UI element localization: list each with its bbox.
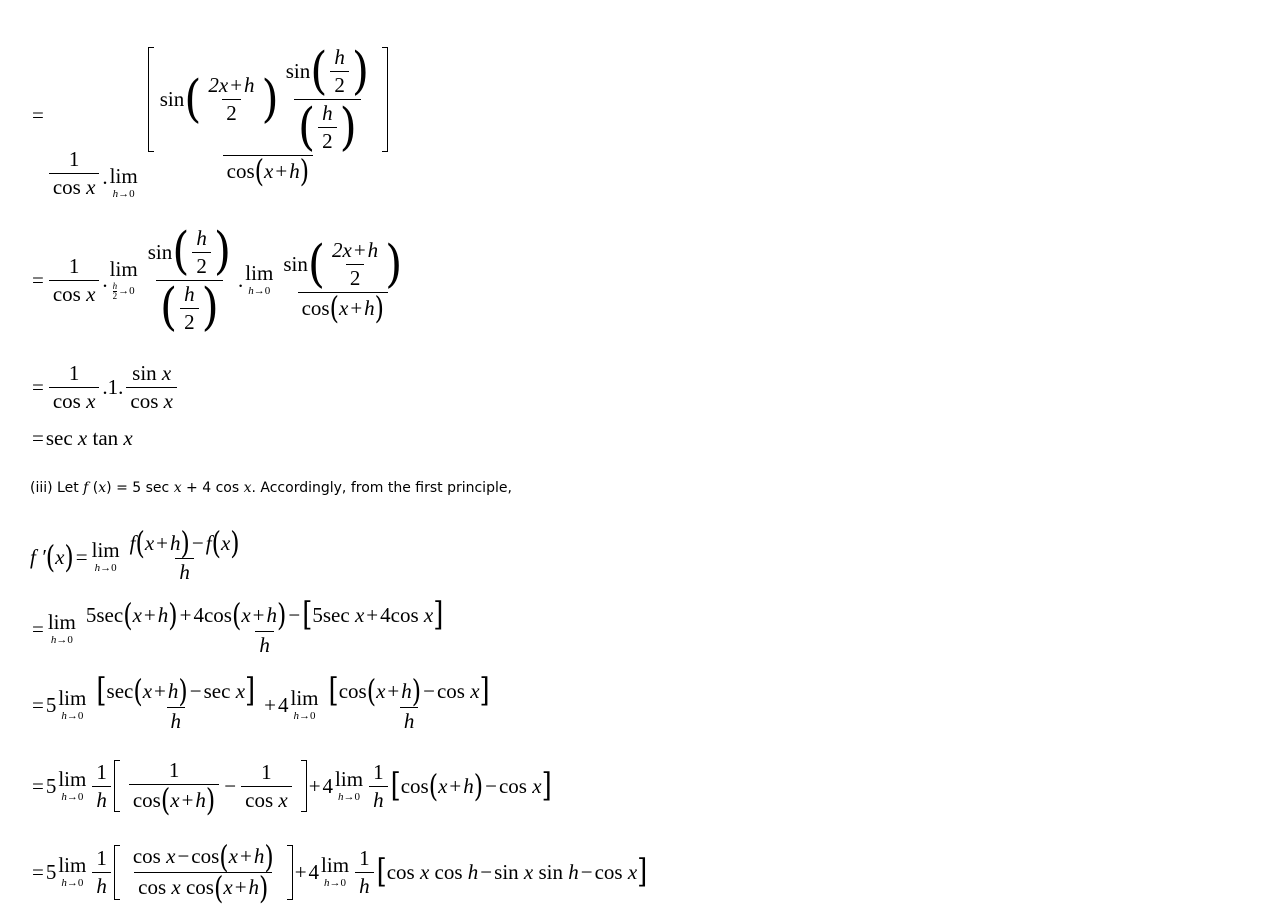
math-symbol: = [75, 544, 88, 569]
math-symbol: 5 [45, 859, 57, 884]
math-symbol: cos [594, 859, 623, 884]
math-symbol: = [32, 773, 44, 798]
math-symbol: ( [184, 69, 202, 129]
equation-line-7 [30, 672, 497, 738]
math-symbol: x [523, 859, 534, 884]
math-symbol: ( [160, 781, 171, 819]
math-symbol: cos [132, 787, 161, 812]
math-symbol: h [568, 859, 579, 884]
math-symbol: 1 [359, 845, 370, 870]
math-symbol: [ [376, 853, 387, 891]
math-symbol: x [223, 875, 233, 899]
math-symbol: cos [338, 678, 367, 703]
math-symbol: ) [230, 524, 240, 562]
math-symbol: − [224, 773, 237, 798]
math-symbol: ( [213, 869, 224, 906]
math-symbol: 5 [45, 692, 57, 717]
math-symbol: ( [366, 672, 377, 710]
math-symbol: 4 [322, 773, 334, 798]
math-symbol: x [123, 425, 133, 450]
math-symbol: x [338, 295, 349, 320]
math-symbol: sin [538, 859, 563, 884]
math-symbol: 1 [68, 253, 80, 278]
math-symbol: h [400, 707, 419, 732]
math-symbol: 0 [67, 634, 73, 646]
math-symbol: ) [259, 869, 269, 906]
math-symbol: x [132, 602, 142, 627]
math-symbol: → [299, 710, 311, 722]
math-symbol: x [220, 530, 231, 555]
math-symbol: ) [180, 524, 190, 562]
math-symbol: ( [428, 767, 439, 805]
math-symbol: h [255, 631, 274, 656]
math-symbol: x [55, 544, 65, 569]
math-symbol: lim [109, 257, 138, 281]
math-symbol: 2 [112, 291, 118, 301]
math-symbol: 2 [346, 264, 365, 289]
math-symbol: + 4 cos [181, 480, 244, 496]
math-symbol: ) [473, 767, 484, 805]
math-symbol: [ [96, 672, 107, 710]
math-symbol: ( [135, 524, 145, 562]
math-symbol: − [580, 859, 593, 884]
math-symbol: → [329, 877, 341, 889]
math-symbol: h [195, 787, 206, 812]
math-symbol: ( [88, 480, 99, 496]
math-symbol: h [463, 773, 474, 798]
math-symbol: ] [433, 596, 444, 634]
math-symbol: x [532, 773, 542, 798]
math-symbol: cos [400, 773, 429, 798]
math-symbol: ) = 5 sec [106, 480, 174, 496]
math-symbol: h [170, 530, 181, 555]
math-symbol: [ [328, 672, 339, 710]
fraction [49, 149, 100, 198]
math-symbol: 5 [312, 602, 323, 627]
math-symbol: 0 [129, 285, 135, 297]
math-symbol: + [230, 73, 243, 97]
math-symbol: cos [52, 388, 81, 413]
math-symbol: ) [178, 672, 188, 710]
math-symbol: ) [64, 538, 74, 576]
math-symbol: cos [138, 875, 167, 899]
math-symbol: x [171, 875, 181, 899]
math-symbol: + [294, 859, 307, 884]
math-symbol: x [86, 175, 96, 199]
big-fraction [144, 41, 392, 190]
math-symbol: h [355, 872, 374, 897]
math-symbol: h [467, 859, 479, 884]
math-symbol: → [56, 634, 68, 646]
math-symbol: lim [58, 767, 87, 791]
math-symbol: ( [172, 222, 190, 281]
math-symbol: − [480, 859, 493, 884]
math-symbol: h [369, 786, 388, 811]
math-symbol: 0 [310, 710, 316, 722]
math-symbol: ) [277, 596, 287, 634]
math-symbol: x [423, 602, 434, 627]
math-symbol: ) [213, 222, 232, 281]
math-symbol: 0 [111, 562, 117, 574]
limit-operator [110, 166, 138, 200]
math-symbol: cos [434, 859, 463, 884]
math-symbol: ) [385, 234, 403, 294]
math-symbol: + [252, 602, 265, 627]
math-symbol: 1 [373, 759, 384, 784]
math-symbol: sin [132, 360, 157, 385]
math-symbol: h [324, 877, 330, 889]
math-symbol: h [167, 678, 179, 703]
math-symbol: → [66, 877, 78, 889]
math-symbol: h [94, 562, 101, 574]
math-symbol: 2 [222, 99, 241, 124]
math-symbol: 4 [278, 692, 289, 717]
math-symbol: h [266, 602, 277, 627]
math-symbol: x [627, 859, 638, 884]
math-symbol: = [32, 616, 44, 641]
math-symbol: h [253, 844, 265, 868]
equation-line-5 [30, 524, 247, 586]
math-symbol: ) [411, 672, 422, 710]
math-symbol: ( [254, 152, 265, 190]
math-symbol: ( [219, 838, 229, 875]
math-symbol: = [32, 692, 44, 717]
math-symbol: 0 [77, 710, 84, 722]
math-symbol: ( [231, 596, 242, 634]
math-symbol: sin [494, 859, 519, 884]
math-symbol: 0 [264, 285, 271, 297]
math-symbol: sin [159, 87, 185, 111]
math-symbol: h [248, 875, 260, 899]
math-symbol: x [470, 678, 480, 703]
math-symbol: x [235, 678, 246, 703]
math-symbol: + [353, 238, 366, 262]
math-symbol: h [61, 877, 67, 889]
math-symbol: cos [498, 773, 527, 798]
math-symbol: cos [386, 859, 415, 884]
math-symbol: → [66, 791, 78, 803]
math-symbol: + [350, 295, 363, 320]
big-bracket [114, 758, 307, 819]
math-symbol: ] [541, 767, 552, 805]
math-symbol: → [100, 562, 112, 574]
math-symbol: h [367, 238, 379, 262]
math-symbol: = [32, 425, 44, 450]
math-symbol: ( [297, 97, 316, 157]
math-symbol: f ′ [30, 544, 46, 569]
math-symbol: ( [307, 234, 325, 294]
math-symbol: 5 [45, 773, 57, 798]
math-symbol: ) [168, 596, 178, 634]
math-symbol: cos [52, 281, 81, 306]
math-symbol: + [449, 773, 462, 798]
math-symbol: sec [106, 678, 134, 703]
math-symbol: h [334, 45, 345, 69]
math-symbol: 4 [308, 859, 320, 884]
math-symbol: h [338, 791, 344, 803]
math-symbol: ) [339, 97, 357, 157]
math-symbol: + [156, 530, 169, 555]
math-symbol: ] [637, 853, 648, 891]
math-symbol: . [238, 267, 244, 292]
math-symbol: + [143, 602, 156, 627]
math-symbol: x [243, 480, 252, 496]
math-symbol: x [419, 859, 430, 884]
math-symbol: ( [133, 672, 143, 710]
math-symbol: = [32, 102, 44, 127]
math-symbol: . [102, 267, 108, 292]
math-symbol: cos [226, 158, 255, 183]
math-symbol: x [173, 480, 182, 496]
big-bracket [148, 41, 388, 157]
math-symbol: cos [130, 388, 159, 413]
math-symbol: x [161, 360, 172, 385]
equation-line-6 [30, 598, 450, 660]
math-symbol: 1 [261, 759, 272, 784]
big-bracket [114, 838, 293, 906]
math-symbol: x [170, 787, 180, 812]
math-symbol: ) [374, 289, 385, 327]
math-symbol: 1 [168, 758, 180, 782]
math-symbol: h [364, 295, 375, 320]
equation-line-2 [30, 215, 409, 345]
limit-operator [110, 259, 138, 301]
math-symbol: 1 [107, 374, 119, 399]
math-symbol: tan [92, 425, 119, 450]
math-symbol: cos [301, 295, 330, 320]
math-symbol: − [423, 678, 435, 703]
math-symbol: lim [58, 853, 87, 877]
math-symbol: ) [201, 278, 219, 337]
math-symbol: lim [109, 164, 138, 188]
math-symbol: + [308, 773, 321, 798]
math-symbol: cos [245, 787, 274, 812]
math-symbol: cos [203, 602, 232, 627]
math-symbol: 0 [77, 877, 84, 889]
math-symbol: 0 [340, 877, 347, 889]
math-symbol: x [166, 844, 176, 868]
equation-line-9 [30, 834, 647, 910]
math-symbol: x [86, 281, 96, 306]
equation-line-1 [30, 30, 395, 200]
math-symbol: lim [91, 538, 120, 562]
math-symbol: ( [159, 278, 178, 337]
math-symbol: x [86, 388, 96, 413]
math-symbol: [ [302, 596, 313, 634]
math-symbol: x [376, 678, 386, 703]
math-symbol: x [163, 388, 173, 413]
math-symbol: + [154, 678, 166, 703]
math-symbol: + [234, 875, 247, 899]
math-symbol: f [129, 530, 136, 555]
math-symbol: h [61, 791, 67, 803]
math-symbol: h [289, 158, 300, 183]
math-symbol: → [66, 710, 78, 722]
math-symbol: x [264, 158, 274, 183]
math-symbol: sec [203, 678, 231, 703]
math-symbol: h [112, 281, 118, 291]
math-symbol: . [102, 165, 108, 189]
math-symbol: h [61, 710, 67, 722]
math-symbol: (iii) Let [30, 480, 84, 496]
math-symbol: 1 [68, 147, 80, 171]
limit-operator [245, 263, 273, 297]
math-symbol: cos [52, 175, 81, 199]
math-symbol: lim [335, 767, 364, 791]
math-symbol: sin [283, 252, 308, 276]
math-symbol: = [32, 267, 44, 292]
math-symbol: ) [351, 41, 370, 101]
math-symbol: sin [147, 239, 173, 264]
math-symbol: 2 [318, 127, 337, 152]
math-symbol: ) [261, 69, 279, 129]
math-symbol: + [366, 602, 379, 627]
math-symbol: h [157, 602, 169, 627]
math-symbol: f [205, 530, 212, 555]
math-symbol: sin [285, 59, 311, 83]
math-symbol: h [112, 188, 119, 200]
math-symbol: [ [390, 767, 401, 805]
math-symbol: x [98, 480, 107, 496]
math-symbol: . Accordingly, from the first principle, [251, 480, 512, 496]
math-symbol: − [288, 602, 301, 627]
math-symbol: cos [390, 602, 419, 627]
math-symbol: 2x [332, 238, 352, 262]
math-symbol: x [278, 787, 288, 812]
math-symbol: h [401, 678, 412, 703]
math-symbol: 1 [96, 759, 107, 784]
math-symbol: − [177, 844, 190, 868]
math-symbol: 1 [68, 360, 80, 385]
math-symbol: h [175, 558, 194, 583]
math-symbol: h [244, 73, 255, 97]
math-symbol: h [184, 281, 195, 306]
math-symbol: ( [211, 524, 221, 562]
math-symbol: 2 [330, 71, 349, 96]
math-symbol: 2 [180, 308, 199, 333]
math-symbol: h [50, 634, 57, 646]
math-symbol: sec [96, 602, 124, 627]
math-symbol: + [275, 158, 288, 183]
math-symbol: = [32, 859, 44, 884]
math-symbol: 2 [192, 252, 211, 277]
math-symbol: 0 [129, 188, 135, 200]
math-symbol: . [102, 374, 108, 399]
math-symbol: lim [245, 261, 274, 285]
math-symbol: ] [245, 672, 256, 710]
math-symbol: x [77, 425, 88, 450]
equation-line-4 [30, 426, 133, 450]
math-symbol: − [485, 773, 497, 798]
math-symbol: h [92, 786, 111, 811]
math-symbol: x [354, 602, 365, 627]
math-symbol: lim [47, 610, 76, 634]
math-symbol: x [142, 678, 153, 703]
math-symbol: 4 [380, 602, 391, 627]
math-symbol: cos [436, 678, 465, 703]
math-symbol: ) [205, 781, 216, 819]
math-symbol: sec [45, 425, 73, 450]
part-iii-statement [30, 480, 512, 496]
math-symbol: 0 [354, 791, 361, 803]
math-symbol: → [343, 791, 355, 803]
math-symbol: cos [132, 844, 161, 868]
math-symbol: ) [299, 152, 310, 190]
math-symbol: lim [290, 686, 319, 710]
math-symbol: 4 [193, 602, 204, 627]
math-symbol: ( [123, 596, 133, 634]
math-symbol: cos [185, 875, 214, 899]
math-symbol: x [144, 530, 155, 555]
math-symbol: 0 [77, 791, 84, 803]
math-symbol: − [191, 530, 204, 555]
math-symbol: h [322, 101, 333, 125]
math-symbol: h [248, 285, 254, 297]
math-symbol: x [241, 602, 251, 627]
math-symbol: → [118, 285, 130, 297]
math-symbol: h [196, 225, 207, 250]
math-symbol: → [253, 285, 265, 297]
equation-line-3 [30, 358, 180, 416]
math-symbol: sec [322, 602, 350, 627]
math-symbol: ) [264, 838, 274, 875]
math-symbol: + [264, 692, 277, 717]
math-symbol: ] [479, 672, 490, 710]
math-symbol: f [83, 480, 89, 496]
math-symbol: + [239, 844, 252, 868]
math-symbol: − [189, 678, 202, 703]
math-symbol: → [118, 188, 130, 200]
math-symbol: cos [191, 844, 220, 868]
math-symbol: 1 [96, 845, 107, 870]
math-symbol: x [438, 773, 448, 798]
math-symbol: + [181, 787, 194, 812]
math-symbol: ( [45, 538, 56, 576]
math-symbol: ( [329, 289, 339, 327]
math-symbol: = [32, 374, 44, 399]
math-symbol: h [167, 707, 186, 732]
math-symbol: lim [58, 686, 87, 710]
math-symbol: + [387, 678, 400, 703]
math-symbol: lim [321, 853, 350, 877]
math-symbol: . [118, 374, 124, 399]
math-symbol: x [228, 844, 238, 868]
math-symbol: 2x [208, 73, 229, 97]
math-symbol: h [92, 872, 111, 897]
math-symbol: h [293, 710, 300, 722]
math-symbol: ( [310, 41, 328, 101]
math-symbol: 5 [85, 602, 97, 627]
equation-line-8 [30, 750, 552, 822]
math-symbol: + [179, 602, 192, 627]
